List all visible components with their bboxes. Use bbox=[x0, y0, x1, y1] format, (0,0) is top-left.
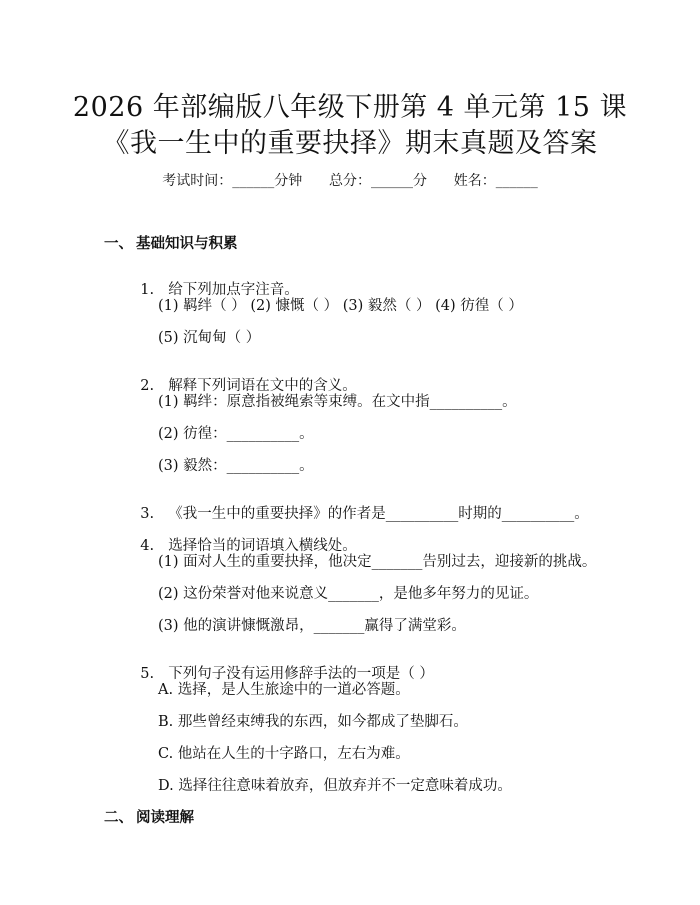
question-1-line-2: (5) 沉甸甸（ ） bbox=[158, 330, 261, 346]
question-2-item-3: (3) 毅然：__________。 bbox=[158, 458, 314, 474]
question-number: 1. bbox=[140, 282, 155, 298]
question-text: 给下列加点字注音。 bbox=[168, 282, 299, 298]
document-title-line-2: 《我一生中的重要抉择》期末真题及答案 bbox=[102, 128, 598, 159]
question-4-item-2: (2) 这份荣誉对他来说意义_______，是他多年努力的见证。 bbox=[158, 586, 539, 602]
question-4-item-3: (3) 他的演讲慷慨激昂，_______赢得了满堂彩。 bbox=[158, 618, 466, 634]
section-number: 二、 bbox=[104, 810, 133, 826]
question-number: 3. bbox=[140, 506, 155, 522]
section-title: 阅读理解 bbox=[136, 810, 194, 826]
question-text: 《我一生中的重要抉择》的作者是__________时期的__________。 bbox=[168, 506, 589, 522]
option-d: D. 选择往往意味着放弃，但放弃并不一定意味着成功。 bbox=[158, 778, 512, 794]
option-b: B. 那些曾经束缚我的东西，如今都成了垫脚石。 bbox=[158, 714, 468, 730]
exam-meta-line: 考试时间：______分钟 总分：______分 姓名：______ bbox=[162, 173, 538, 189]
question-text: 解释下列词语在文中的含义。 bbox=[168, 378, 357, 394]
section-heading-1 bbox=[104, 232, 238, 253]
option-c: C. 他站在人生的十字路口，左右为难。 bbox=[158, 746, 410, 762]
section-number: 一、 bbox=[104, 236, 133, 252]
question-text: 下列句子没有运用修辞手法的一项是（ ） bbox=[168, 666, 434, 682]
question-number: 2. bbox=[140, 378, 155, 394]
question-text: 选择恰当的词语填入横线处。 bbox=[168, 538, 357, 554]
option-a: A. 选择，是人生旅途中的一道必答题。 bbox=[158, 682, 410, 698]
question-number: 5. bbox=[140, 666, 155, 682]
document-title-line-1: 2026 年部编版八年级下册第 4 单元第 15 课 bbox=[72, 92, 628, 123]
section-heading-2 bbox=[104, 806, 194, 827]
question-1-line-1: (1) 羁绊（ ） (2) 慷慨（ ） (3) 毅然（ ） (4) 彷徨（ ） bbox=[158, 298, 523, 314]
question-4-item-1: (1) 面对人生的重要抉择，他决定_______告别过去，迎接新的挑战。 bbox=[158, 554, 597, 570]
question-2-item-1: (1) 羁绊：原意指被绳索等束缚。在文中指__________。 bbox=[158, 394, 517, 410]
question-2-item-2: (2) 彷徨：__________。 bbox=[158, 426, 314, 442]
question-number: 4. bbox=[140, 538, 155, 554]
section-title: 基础知识与积累 bbox=[136, 236, 238, 252]
